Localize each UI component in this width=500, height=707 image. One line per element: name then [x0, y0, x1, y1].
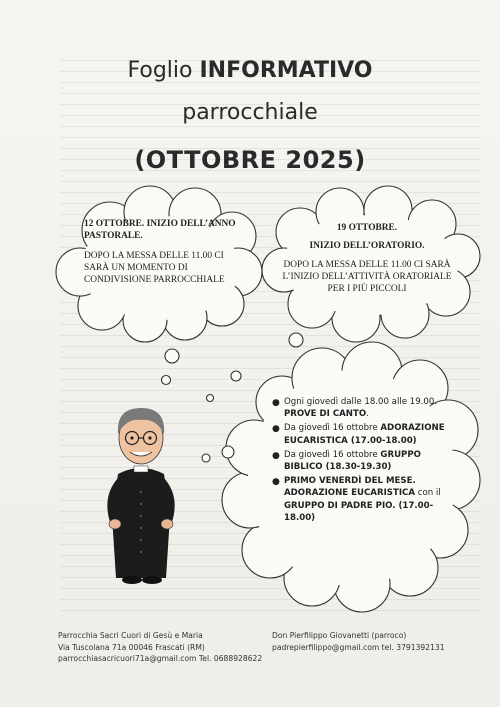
priest-name: Don Pierfilippo Giovanetti (parroco)	[272, 631, 407, 640]
bullet-dot-icon: ●	[272, 450, 280, 461]
priest-cartoon-icon	[96, 396, 186, 586]
priest-email: padrepierfilippo@gmail.com	[272, 642, 380, 652]
title-line-2: parrocchiale	[182, 100, 318, 125]
cloud-right-heading: INIZIO DELL’ORATORIO.	[309, 241, 425, 251]
cloud-right-bubble	[289, 333, 303, 347]
parish-address: Via Tuscolana 71a 00046 Frascati (RM)	[58, 642, 205, 652]
title-bold: INFORMATIVO	[199, 58, 373, 83]
bullet-dot-icon: ●	[272, 424, 280, 435]
cloud-right-body: DOPO LA MESSA DELLE 11.00 CI SARÀ L’INIZIO DELL’ATTIVITÀ ORATORIALE PER I PIÙ PICCOLI	[282, 260, 452, 294]
cloud-left-bubble	[162, 376, 171, 385]
event-item: ● PRIMO VENERDÌ DEL MESE. ADORAZIONE EUCARISTICA con il GRUPPO DI PADRE PIO. (17.00-18.00)	[272, 476, 441, 523]
cloud-right-bubble	[231, 371, 241, 381]
parish-name: Parrocchia Sacri Cuori di Gesù e Maria	[58, 631, 203, 640]
cloud-left-text	[84, 218, 244, 286]
footer-priest-info	[272, 630, 482, 653]
cloud-left-heading: 12 OTTOBRE. INIZIO DELL’ANNO PASTORALE.	[84, 219, 236, 241]
cloud-bottom-text	[270, 396, 450, 526]
cloud-bottom-bubble	[202, 454, 210, 462]
parish-email: parrocchiasacricuori71a@gmail.com	[58, 654, 197, 663]
bullet-dot-icon: ●	[272, 398, 280, 408]
cloud-right-bubble	[207, 395, 214, 402]
parish-phone: Tel. 0688928622	[196, 654, 263, 663]
event-item: ● Da giovedì 16 ottobre ADORAZIONE EUCARISTICA (17.00-18.00)	[272, 423, 445, 446]
event-item: ● Da giovedì 16 ottobre GRUPPO BIBLICO (18.30-19.30)	[272, 449, 421, 473]
title-prefix: Foglio	[127, 58, 200, 83]
footer-parish-info	[58, 630, 268, 665]
title-line-3: (OTTOBRE 2025)	[134, 146, 366, 174]
cloud-right-date: 19 OTTOBRE.	[336, 223, 398, 233]
cloud-bottom-bubble	[222, 446, 234, 458]
cloud-left-bubble	[165, 349, 179, 363]
bullet-dot-icon: ●	[272, 477, 280, 488]
cloud-left-body: DOPO LA MESSA DELLE 11.00 CI SARÀ UN MOMENTO DI CONDIVISIONE PARROCCHIALE	[84, 251, 225, 285]
parish-contacts	[58, 653, 268, 665]
event-item: ● Ogni giovedì dalle 18.00 alle 19.00. PROVE DI CANTO.	[272, 397, 438, 420]
cloud-right-text	[282, 222, 452, 295]
priest-contacts	[272, 642, 482, 654]
priest-phone: tel. 3791392131	[379, 642, 445, 652]
